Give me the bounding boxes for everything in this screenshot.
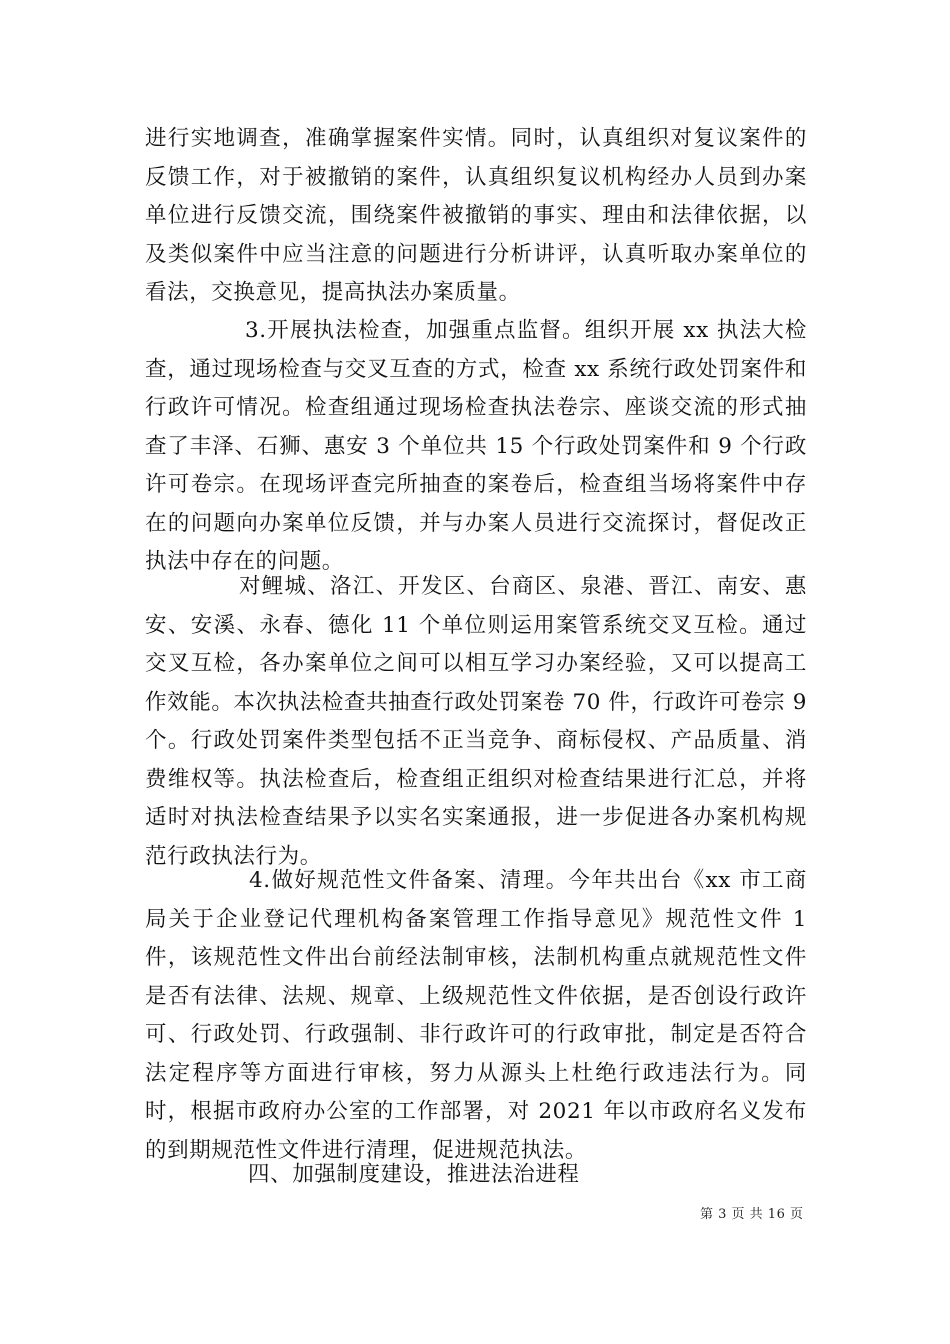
paragraph-case-investigation: 进行实地调查，准确掌握案件实情。同时，认真组织对复议案件的反馈工作，对于被撤销的案件，认真组织复议机构经办人员到办案单位进行反馈交流，围绕案件被撤销的事实、理由和法律依据，以及类似案件中应当注意的问题进行分析讲评，认真听取办案单位的看法，交换意见，提高执法办案质量。 (145, 126, 807, 305)
paragraph-cross-inspection: 对鲤城、洛江、开发区、台商区、泉港、晋江、南安、惠安、安溪、永春、德化 11 个单位则运用案管系统交叉互检。通过交叉互检，各办案单位之间可以相互学习办案经验，又可以提高工作效能。本次执法检查共抽查行政处罚案卷 70 件，行政许可卷宗 9 个。行政处罚案件类型包括不正当竞争、商标侵权、产品质量、消费维权等。执法检查后，检查组正组织对检查结果进行汇总，并将适时对执法检查结果予以实名实案通报，进一步促进各办案机构规范行政执法行为。 (145, 574, 807, 869)
section-heading: 四、加强制度建设，推进法治进程 (248, 1162, 580, 1187)
page-number-footer: 第 3 页 共 16 页 (700, 1207, 804, 1222)
paragraph-normative-documents: 4.做好规范性文件备案、清理。今年共出台《xx 市工商局关于企业登记代理机构备案管理工作指导意见》规范性文件 1 件，该规范性文件出台前经法制审核，法制机构重点就规范性文件是否有法律、法规、规章、上级规范性文件依据，是否创设行政许可、行政处罚、行政强制、非行政许可的行政审批，制定是否符合法定程序等方面进行审核，努力从源头上杜绝行政违法行为。同时，根据市政府办公室的工作部署，对 2021 年以市政府名义发布的到期规范性文件进行清理，促进规范执法。 (145, 868, 807, 1163)
paragraph-law-enforcement-inspection: 3.开展执法检查，加强重点监督。组织开展 xx 执法大检查，通过现场检查与交叉互查的方式，检查 xx 系统行政处罚案件和行政许可情况。检查组通过现场检查执法卷宗、座谈交流的形式抽查了丰泽、石狮、惠安 3 个单位共 15 个行政处罚案件和 9 个行政许可卷宗。在现场评查完所抽查的案卷后，检查组当场将案件中存在的问题向办案单位反馈，并与办案人员进行交流探讨，督促改正执法中存在的问题。 (145, 318, 807, 574)
